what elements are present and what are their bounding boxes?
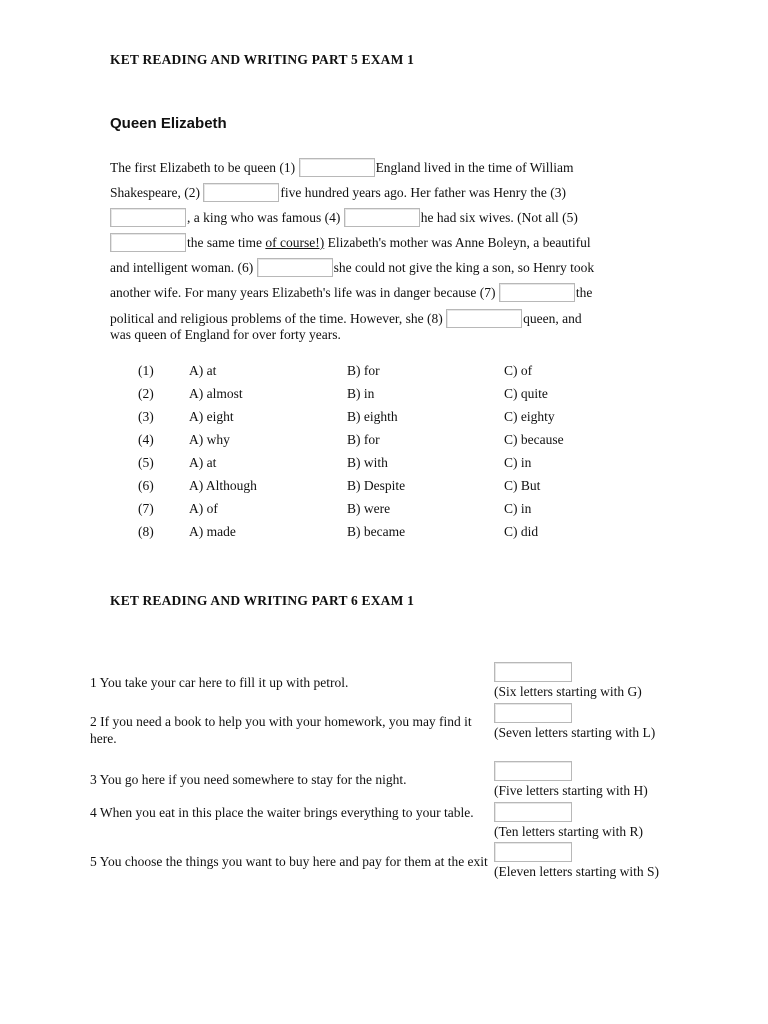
passage-text: of course!)	[265, 235, 325, 250]
passage-text: was queen of England for over forty years.	[110, 327, 341, 342]
passage-line-1	[110, 158, 573, 177]
passage-line-6	[110, 283, 592, 302]
option-c: C) did	[504, 524, 539, 539]
passage-text: The first Elizabeth to be queen (1)	[110, 160, 299, 175]
option-number: (8)	[138, 524, 154, 539]
passage-text: Elizabeth's mother was Anne Boleyn, a beautiful	[324, 235, 591, 250]
passage-text: the	[575, 285, 593, 300]
answer-blank-2[interactable]	[203, 183, 279, 202]
answer-blank-3[interactable]	[110, 208, 186, 227]
answer-blank-4[interactable]	[344, 208, 420, 227]
passage-line-3	[110, 208, 578, 227]
option-number: (3)	[138, 409, 154, 424]
option-number: (4)	[138, 432, 154, 447]
passage-text: England lived in the time of William	[375, 160, 574, 175]
option-b: B) Despite	[347, 478, 406, 493]
option-b: B) in	[347, 386, 375, 401]
option-c: C) But	[504, 478, 541, 493]
passage-text: queen, and	[523, 311, 582, 326]
question-4: 4 When you eat in this place the waiter brings everything to your table.	[90, 805, 474, 820]
option-a: A) of	[189, 501, 218, 516]
option-c: C) of	[504, 363, 533, 378]
hint-5: (Eleven letters starting with S)	[494, 864, 659, 879]
passage-title: Queen Elizabeth	[110, 115, 227, 132]
hint-2: (Seven letters starting with L)	[494, 725, 656, 740]
option-c: C) in	[504, 455, 532, 470]
hint-3: (Five letters starting with H)	[494, 783, 648, 798]
option-b: B) with	[347, 455, 388, 470]
option-a: A) eight	[189, 409, 234, 424]
passage-text: another wife. For many years Elizabeth's life was in danger because (7)	[110, 285, 499, 300]
option-c: C) because	[504, 432, 564, 447]
passage-text: , a king who was famous (4)	[187, 210, 344, 225]
question-5: 5 You choose the things you want to buy here and pay for them at the exit	[90, 854, 488, 869]
option-c: C) quite	[504, 386, 548, 401]
option-b: B) became	[347, 524, 406, 539]
passage-text: political and religious problems of the time. However, she (8)	[110, 311, 447, 326]
option-number: (5)	[138, 455, 154, 470]
option-a: A) at	[189, 455, 217, 470]
answer-box-5[interactable]	[494, 842, 572, 862]
option-c: C) in	[504, 501, 532, 516]
hint-1: (Six letters starting with G)	[494, 684, 642, 699]
answer-blank-5[interactable]	[110, 233, 186, 252]
option-b: B) eighth	[347, 409, 398, 424]
option-c: C) eighty	[504, 409, 555, 424]
answer-blank-7[interactable]	[499, 283, 575, 302]
part5-heading: KET READING AND WRITING PART 5 EXAM 1	[110, 52, 415, 67]
question-2: 2 If you need a book to help you with your homework, you may find it here.	[90, 714, 472, 746]
passage-text: five hundred years ago. Her father was Henry the (3)	[280, 185, 566, 200]
passage-text: Shakespeare, (2)	[110, 185, 204, 200]
passage-line-2	[110, 183, 566, 202]
option-number: (6)	[138, 478, 154, 493]
option-number: (1)	[138, 363, 154, 378]
answer-blank-6[interactable]	[257, 258, 333, 277]
option-b: B) for	[347, 363, 380, 378]
option-a: A) why	[189, 432, 230, 447]
option-a: A) Although	[189, 478, 257, 493]
passage-line-5	[110, 258, 594, 277]
question-1: 1 You take your car here to fill it up with petrol.	[90, 675, 349, 690]
question-3: 3 You go here if you need somewhere to stay for the night.	[90, 772, 407, 787]
passage-text: and intelligent woman. (6)	[110, 260, 257, 275]
option-a: A) made	[189, 524, 236, 539]
answer-blank-1[interactable]	[299, 158, 375, 177]
answer-blank-8[interactable]	[446, 309, 522, 328]
hint-4: (Ten letters starting with R)	[494, 824, 644, 839]
passage-text: he had six wives. (Not all (5)	[420, 210, 578, 225]
answer-box-3[interactable]	[494, 761, 572, 781]
option-number: (7)	[138, 501, 154, 516]
option-b: B) for	[347, 432, 380, 447]
option-number: (2)	[138, 386, 154, 401]
option-a: A) almost	[189, 386, 243, 401]
option-b: B) were	[347, 501, 391, 516]
answer-box-4[interactable]	[494, 802, 572, 822]
passage-text: the same time	[187, 235, 266, 250]
answer-box-2[interactable]	[494, 703, 572, 723]
passage-line-4	[110, 233, 591, 252]
passage-line-8	[110, 326, 341, 344]
passage-text: she could not give the king a son, so Henry took	[333, 260, 595, 275]
part6-heading: KET READING AND WRITING PART 6 EXAM 1	[110, 593, 415, 608]
answer-box-1[interactable]	[494, 662, 572, 682]
option-a: A) at	[189, 363, 217, 378]
